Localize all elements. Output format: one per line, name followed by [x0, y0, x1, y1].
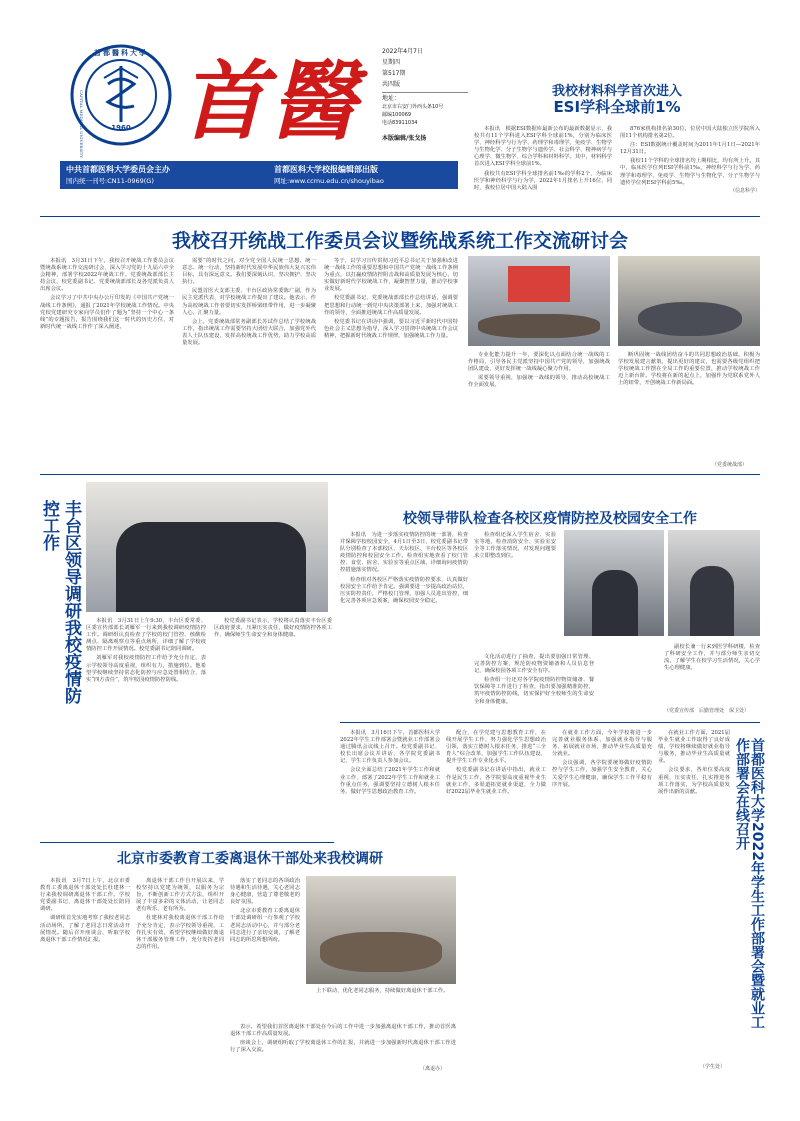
- banner-website: 网址:www.ccmu.edu.cn/shouyibao: [274, 177, 384, 185]
- person-group: [116, 522, 306, 612]
- address: 北京市右安门外西头条10号: [382, 104, 444, 110]
- divider: [382, 92, 468, 93]
- united-paragraph: 会议学习了中共中央办公厅印发的《中国共产党统一战线工作条例》，通报了2021年学校统战工作情况。中央党校党建研究专家向学员们作了题为“坚持一个中心一条线”的专题报告，报告围绕我们这一时代的历史方位，对新时代统一战线工作作了深入阐述。: [40, 295, 174, 330]
- employ-paragraph: 在就业工作方面，今年学校将进一步完善就业服务体系，加强就业指导与服务，拓展就业市场，推动毕业生高质量充分就业。: [552, 730, 652, 758]
- esi-column-1: [474, 126, 612, 196]
- retire-paragraph: 本报讯 3月7日上午，北京市委教育工委离退休干部处处长杜建林一行来我校调研离退休干部工作。学校党委副书记、离退休干部处处长陪同调研。: [40, 878, 130, 913]
- inspect-paragraph: 检查组对各校区严格落实疫情防控要求，认真做好校园安全工作给予肯定。强调要进一步提高政治站位，压实防控责任，严格校门管理，加强人员进出管控，细化完善各项应急预案，确保校园安全稳定。: [340, 576, 468, 604]
- university-emblem: [70, 44, 172, 159]
- esi-column-2: [620, 126, 760, 188]
- retire-photo: [306, 876, 456, 984]
- inspect-paragraph: 检查组一行还对各学院疫情防控物资储备、餐饮保障等工作进行了检查，指出要加强精准防控，筑牢疫情防控防线，切实保护好全校师生的生命安全和身体健康。: [474, 677, 594, 705]
- employ-column-4: [658, 730, 730, 1060]
- divider: [340, 722, 760, 723]
- inspect-paragraph: 本报讯 为进一步落实疫情防控的统一部署，检查并保障学校校园安全，4月1日至3日，校党委副书记带队分别检查了本部校区、天坛校区、丰台校区等各校区疫情防控和校园安全工作。检查组实地查看了校门管控、食堂、宿舍、实验室等重点区域，详细询问疫情防控措施落实情况。: [340, 532, 468, 574]
- employ-column-2: [446, 730, 546, 870]
- united-paragraph: 会上，党委统战部常务副部长苏试作总结了学校统战工作，指出统战工作需要坚持大团结大联合，加强党外代表人士队伍建设，发挥高校统战工作优势，助力学校高质量发展。: [182, 318, 316, 347]
- employ-column-3: [552, 730, 652, 870]
- meeting-table: [320, 932, 442, 972]
- retire-paragraph: 落实了老同志的各项政治待遇和生活待遇，关心老同志身心健康，营造了尊老敬老的良好氛围。: [230, 878, 300, 906]
- inspect-column-3: [474, 654, 594, 720]
- united-paragraph: 民盟首医大支部主委、丰台区政协常委陈广副，作为民主党派代表，对学校统战工作提出了建议。他表示，作为高校统战工作者要切实发挥桥梁纽带作用，进一步凝聚人心、汇聚力量。: [182, 288, 316, 316]
- esi-paragraph: 我校共有ESI学科全球排名前1‰的学科2个，为临床医学和神经科学与行为学，2022年1月排名上升16位，同时，我校位居中国大陆入围: [474, 170, 612, 191]
- page-editor: 本版编辑/张戈扬: [382, 135, 427, 142]
- employ-headline: 首都医科大学2022年学生工作部署会暨就业工作部署会在线召开: [734, 738, 765, 1029]
- united-column-5: [618, 352, 760, 448]
- united-paragraph: 等于，以学习宣传贯彻习近平总书记关于加强和改进统一战线工作的重要思想和中国共产党统一战线工作条例为重点，以打赢疫情防控阻击战和高质量发展为核心，切实做好新时代学校统战工作，凝聚智慧力量，推动学校事业发展。: [324, 258, 458, 293]
- banner-publisher: 首都医科大学校报编辑部出版: [274, 165, 378, 174]
- esi-paragraph: 注：ESI数据统计覆盖时间为2011年1月1日—2021年12月31日。: [620, 142, 760, 156]
- person-figure: [690, 566, 734, 636]
- issue-weekday: 星期四: [382, 59, 401, 66]
- united-column-4: [468, 352, 610, 448]
- issue-number: 第517期: [382, 70, 406, 77]
- newspaper-title: 首醫: [180, 51, 360, 152]
- retire-column-1: [40, 878, 130, 1068]
- retire-column-2: [136, 878, 224, 1068]
- inspect-paragraph: 文化活动进行了抽查，提出要加强日常管理、完善防控方案，规范防疫物资储备和人员信息登记，确保校园各项工作安全有序。: [474, 654, 594, 675]
- fengtai-column-1: [86, 618, 206, 830]
- inspect-photo-main: [86, 482, 328, 612]
- united-paragraph: 专业化能力提升一年，要深化以点面结合统一战线的工作格局，引导各民主党派坚持中国共产党的领导，加强统战团队建设，更好发挥统一战线凝心聚力作用。: [468, 352, 610, 373]
- retire-paragraph: 杜建林对我校离退休干部工作给予充分肯定，表示学校领导重视，工作扎实有效，希望学校继续做好离退休干部服务管理工作，充分发挥老同志的作用。: [136, 915, 224, 950]
- esi-byline: （信息科学）: [729, 188, 760, 194]
- fengtai-headline: 丰台区领导调研我校疫情防控工作: [39, 500, 81, 704]
- fengtai-paragraph: 本报讯 3月31日上午9:30，丰台区委常委、区委宣传部部长刘雁军一行来到我校调研疫情防控工作。调研组认真检查了学校的校门管控、核酸检测点、隔离观察点等重点场所，详细了解了学校疫情防控工作开展情况。校党委副书记陪同调研。: [86, 618, 206, 653]
- employ-paragraph: 本报讯 3月16日下午，首都医科大学2022年学生工作部署会暨就业工作部署会通过腾讯会议线上召开。校党委副书记、校长出席会议并讲话，各学院党委副书记、学生工作负责人参加会议。: [340, 730, 440, 765]
- employ-paragraph: 配合，在学党建与思想教育工作，在线开展学生工作，努力强化学生思想政治引领，落实立德树人根本任务，推进“三全育人”综合改革，加强学生工作队伍建设，提升学生工作专业化水平。: [446, 730, 546, 765]
- retire-paragraph: 调研组首先实地考察了我校老同志活动场所，了解了老同志日常活动开展情况。随后召开座谈会，听取学校离退休干部工作情况汇报。: [40, 915, 130, 943]
- conference-table: [478, 314, 600, 338]
- united-paragraph: 需要”的时代之问，对全党全国人民统一思想、统一意志、统一行动，坚持新时代发展中华民族伟大复兴宏伟目标，具有深远意义。我们要深刻认识、坚决拥护、坚决执行。: [182, 258, 316, 286]
- inspect-paragraph: 检查组还深入学生宿舍、实验室等地，检查消防安全、实验室安全等工作落实情况，对发现问题要求立即整改到位。: [474, 532, 556, 560]
- divider: [40, 216, 760, 217]
- zip-code: 邮编100069: [382, 112, 412, 118]
- united-paragraph: 本报讯 3月31日下午，我校召开统战工作委员会议暨统战系统工作交流研讨会，深入学习党的十九届六中全会精神，部署学校2022年统战工作。党委统战部部长主持会议，校党委副书记、党委统战部部长及各党派负责人出席会议。: [40, 258, 174, 293]
- esi-paragraph: 876家机构排名第30位，位居中国大陆独立医学院所入围11个机构排名第2位。: [620, 126, 760, 140]
- employ-paragraph: 会议全面总结了2021年学生工作和就业工作，部署了2022年学生工作和就业工作重点任务，强调要坚持立德树人根本任务，做好学生思想政治教育工作。: [340, 767, 440, 795]
- retire-column-4: [230, 1024, 456, 1066]
- issue-date: 2022年4月7日: [382, 48, 423, 55]
- retire-photo-caption: [306, 988, 456, 1022]
- united-photo-2: [618, 256, 760, 346]
- united-column-2: [182, 258, 316, 476]
- united-photo-1: [468, 256, 610, 346]
- united-paragraph: 校党委副书记、党委统战部部长作总结讲话，强调要把思想和行动统一到党中央决策部署上来，加强对统战工作的领导，全面推进统战工作高质量发展。: [324, 295, 458, 316]
- united-paragraph: 校党委书记在讲话中强调，要以习近平新时代中国特色社会主义思想为指导，深入学习贯彻中央统战工作会议精神，把握新时代统战工作规律，加强统战工作力量。: [324, 318, 458, 339]
- issue-pages: 共四版: [382, 81, 401, 88]
- telephone: 电话83911034: [382, 120, 418, 126]
- employ-byline: （学生处）: [700, 1064, 726, 1070]
- masthead-banner: [60, 161, 458, 189]
- divider: [40, 842, 334, 843]
- retire-paragraph: 离退休干部工作自开展以来，学校坚持以党建为统领，以服务为宗旨，不断创新工作方式方法，组织开展了丰富多彩的文体活动，让老同志老有所乐、老有所为。: [136, 878, 224, 913]
- united-paragraph: 需要领导重视，加强统一战线的领导，推动高校统战工作全面发展。: [468, 375, 610, 389]
- banner-sponsor: 中共首都医科大学委员会主办: [66, 165, 170, 174]
- inspect-headline: 校领导带队检查各校区疫情防控及校园安全工作: [403, 511, 697, 527]
- united-paragraph: 断巩固统一战线团结奋斗的共同思想政治基础，积极为学校发展建言献策，提出更好的建议，也需要各级党组织把学校统战工作摆在全局工作的重要位置，推动学校统战工作迈上新台阶。学校将在新的起点上，加强作为党联系党外人士的纽带，开创统战工作新局面。: [618, 352, 760, 387]
- inspect-paragraph: 副校长兼一行来到医学科研楼，检查了科研安全工作，并与部分师生亲切交流，了解学生在校学习生活情况，关心学生心理健康。: [664, 644, 760, 672]
- inspect-photo-3: [668, 530, 760, 636]
- retire-headline: 北京市委教育工委离退休干部处来我校调研: [117, 851, 383, 867]
- employ-paragraph: 会议强调，各学院要统筹做好疫情防控与学生工作，加强学生安全教育，关心关爱学生心理健康，确保学生工作平稳有序开展。: [552, 760, 652, 788]
- inspect-byline: （党委宣传部 后勤管理处 保卫处）: [664, 708, 750, 714]
- emblem-year: 1960: [111, 124, 131, 132]
- issue-info: [382, 46, 468, 144]
- address-label: 地址：: [382, 95, 401, 102]
- inspect-column-4: [664, 644, 760, 704]
- fengtai-paragraph: 刘雁军对我校疫情防控工作给予充分肯定，表示学校领导高度重视，组织有力，措施到位。他希望学校继续坚持常态化防控与应急处置相结合，落实“四方责任”，筑牢校园疫情防控防线。: [86, 655, 206, 683]
- esi-paragraph: 本报讯 根据ESI数据库最新公布的最新数据显示，我校共有11个学科进入ESI学科全球前1%，分别为临床医学、神经科学与行为学、药理学和毒理学、免疫学、生物学与生物化学、分子生物学与遗传学、社会科学、精神病学与心理学、微生物学、综合学科和材料科学。其中，材料科学首次进入ESI学科全球前1%。: [474, 126, 612, 168]
- fengtai-paragraph: 校党委副书记表示，学校将认真落实丰台区委区政府要求，压紧压实责任，做好疫情防控各项工作，确保师生生命安全和身体健康。: [214, 618, 332, 639]
- inspect-column-1: [340, 532, 468, 702]
- inspect-column-2: [474, 532, 556, 652]
- retire-paragraph: 表示，希望我们首医离退休干部处在今后的工作中进一步加强离退休干部工作，推动首医离退休干部工作高质量发展。: [230, 1024, 456, 1038]
- retire-byline: （离退办）: [420, 1066, 446, 1072]
- united-headline: 我校召开统战工作委员会议暨统战系统工作交流研讨会: [171, 230, 628, 252]
- retire-paragraph: 北京市委教育工委离退休干部处调研组一行参观了学校老同志活动中心，并与部分老同志进行了亲切交谈，了解老同志的所思所想所盼。: [230, 908, 300, 943]
- employ-paragraph: 在就业工作方面，2021届毕业生就业工作取得了良好成绩，学校将继续做好就业指导与服务，推动毕业生高质量就业。: [658, 730, 730, 765]
- esi-article: [474, 80, 760, 196]
- fengtai-column-2: [214, 618, 332, 830]
- retire-caption: 上下联动，优化老同志服务，持续做好离退休干部工作。: [316, 988, 449, 994]
- esi-paragraph: 我校11个学科的全球排名均上期相比，均有所上升。其中，临床医学位列ESI学科前1‰，神经科学与行为学、药理学和毒理学、免疫学、生物学与生物化学、分子生物学与遗传学位列ESI学科前5‰。: [620, 158, 760, 186]
- banner-issn: 国内统一刊号:CN11-0969(G): [66, 177, 154, 185]
- projection-screen: [508, 266, 570, 302]
- esi-headline-2: ESI学科全球前1%: [553, 98, 681, 116]
- divider: [40, 474, 760, 475]
- employ-paragraph: 校党委副书记在讲话中指出，就业工作是民生工作，各学院要高度重视毕业生就业工作，多渠道拓宽就业渠道，全力做好2022届毕业生就业工作。: [446, 767, 546, 795]
- person-figure: [592, 570, 638, 636]
- conference-table: [638, 302, 742, 336]
- inspect-photo-2: [564, 530, 664, 636]
- emblem-english-name: CAPITAL MEDICAL UNIVERSITY: [79, 90, 84, 159]
- employ-paragraph: 会议要求，各单位要高度重视，压实责任，扎实推进各项工作落实，为学校高质量发展作出新的贡献。: [658, 767, 730, 795]
- united-byline: （党委统战部）: [712, 462, 748, 468]
- united-column-3: [324, 258, 458, 476]
- retire-paragraph: 座谈会上，调研组听取了学校离退休工作的汇报，并就进一步加强新时代离退休干部工作进行了深入交流。: [230, 1040, 456, 1054]
- esi-headline-1: 我校材料科学首次进入: [551, 84, 682, 99]
- emblem-chinese-name: 首都醫科大學: [94, 48, 148, 57]
- united-column-1: [40, 258, 174, 476]
